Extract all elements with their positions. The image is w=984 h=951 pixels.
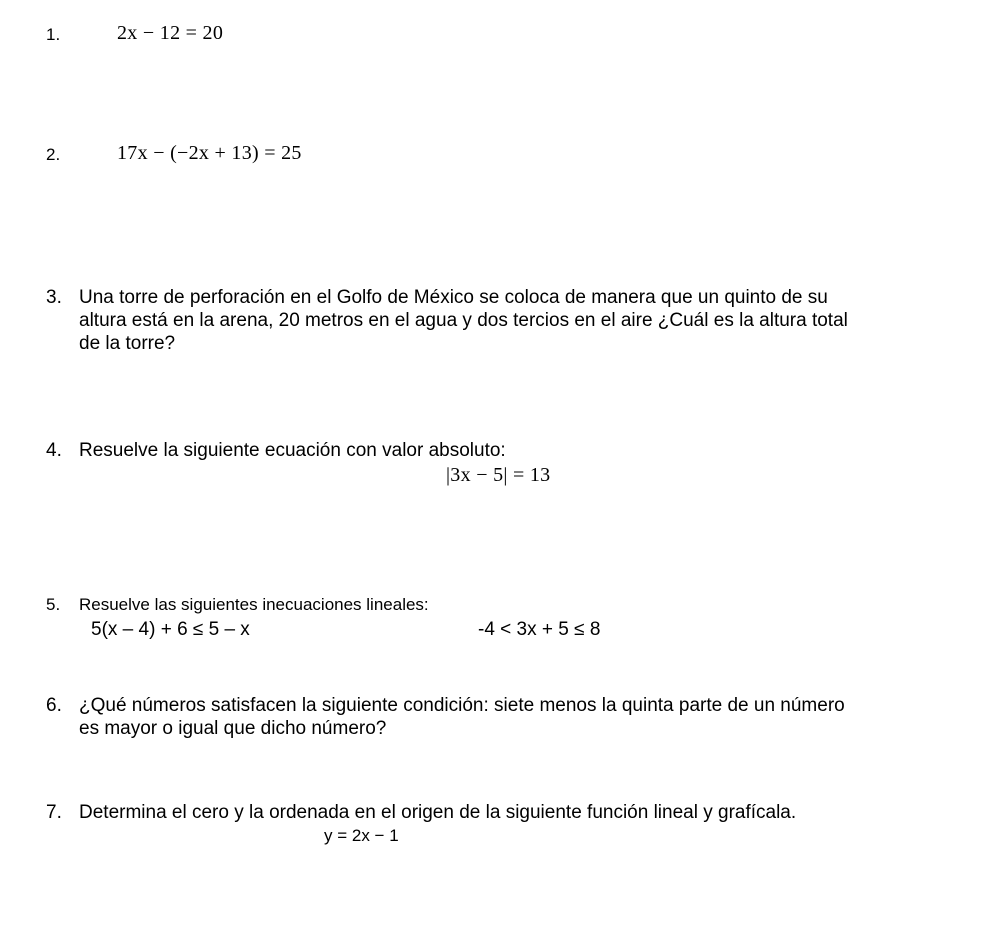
- item-5-inequality-2: -4 < 3x + 5 ≤ 8: [478, 619, 601, 640]
- item-5-inequality-1: 5(x – 4) + 6 ≤ 5 – x: [91, 619, 250, 640]
- item-2-equation: 17x − (−2x + 13) = 25: [117, 142, 302, 164]
- item-3-number: 3.: [46, 287, 62, 308]
- item-6-paragraph: [79, 694, 949, 740]
- item-6-number: 6.: [46, 695, 62, 716]
- item-6-line: ¿Qué números satisfacen la siguiente condición: siete menos la quinta parte de un número: [79, 695, 845, 716]
- item-1-number: 1.: [46, 25, 61, 44]
- item-4-text: Resuelve la siguiente ecuación con valor absoluto:: [79, 440, 506, 461]
- item-3-line: de la torre?: [79, 333, 176, 354]
- item-4-equation: |3x − 5| = 13: [446, 464, 551, 486]
- item-5-number: 5.: [46, 595, 61, 614]
- item-7-function: y = 2x − 1: [324, 826, 399, 845]
- item-3-line: Una torre de perforación en el Golfo de México se coloca de manera que un quinto de su: [79, 287, 828, 308]
- item-6-line: es mayor o igual que dicho número?: [79, 718, 387, 739]
- item-2-number: 2.: [46, 145, 61, 164]
- item-4-number: 4.: [46, 440, 62, 461]
- item-7-number: 7.: [46, 802, 62, 823]
- item-3-paragraph: [79, 286, 949, 355]
- item-1-equation: 2x − 12 = 20: [117, 22, 224, 44]
- item-5-text: Resuelve las siguientes inecuaciones lineales:: [79, 595, 429, 614]
- item-3-line: altura está en la arena, 20 metros en el agua y dos tercios en el aire ¿Cuál es la altura total: [79, 310, 848, 331]
- item-7-text: Determina el cero y la ordenada en el origen de la siguiente función lineal y grafícala.: [79, 802, 797, 823]
